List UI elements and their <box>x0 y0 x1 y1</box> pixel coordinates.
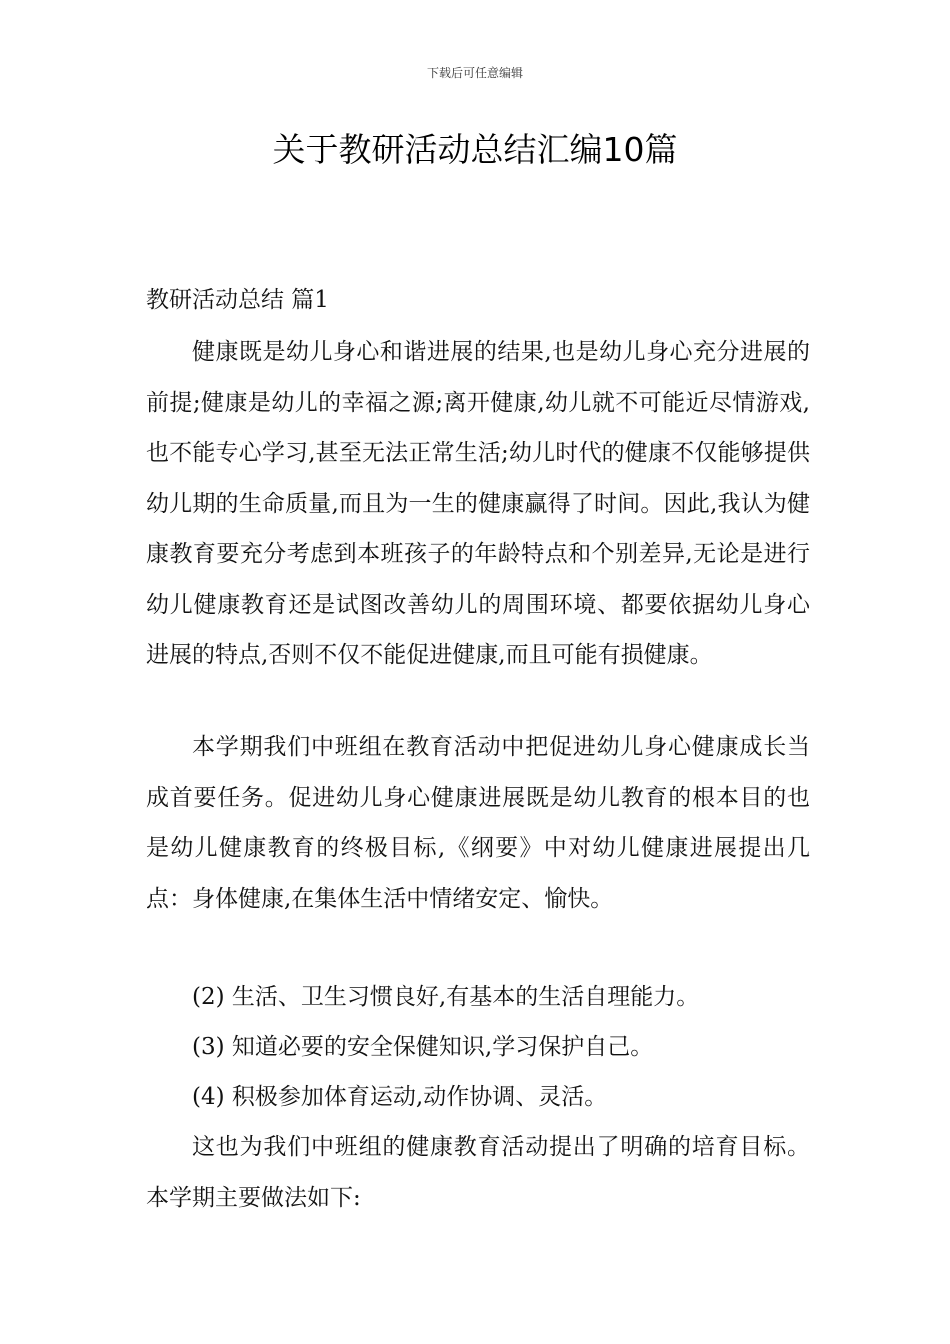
section-heading: 教研活动总结 篇1 <box>146 287 329 313</box>
list-item-3: (3) 知道必要的安全保健知识,学习保护自己。 <box>192 1034 654 1060</box>
paragraph-2: 本学期我们中班组在教育活动中把促进幼儿身心健康成长当成首要任务。促进幼儿身心健康进展既是幼儿教育的根本目的也是幼儿健康教育的终极目标,《纲要》中对幼儿健康进展提出几点：身体健康,在集体生活中情绪安定、愉快。 <box>146 734 810 912</box>
list-item-4: (4) 积极参加体育运动,动作协调、灵活。 <box>192 1084 608 1110</box>
paragraph-1: 健康既是幼儿身心和谐进展的结果,也是幼儿身心充分进展的前提;健康是幼儿的幸福之源;离开健康,幼儿就不可能近尽情游戏,也不能专心学习,甚至无法正常生活;幼儿时代的健康不仅能够提供幼儿期的生命质量,而且为一生的健康赢得了时间。因此,我认为健康教育要充分考虑到本班孩子的年龄特点和个别差异,无论是进行幼儿健康教育还是试图改善幼儿的周围环境、都要依据幼儿身心进展的特点,否则不仅不能促进健康,而且可能有损健康。 <box>146 339 810 668</box>
page-title: 关于教研活动总结汇编10篇 <box>272 130 678 169</box>
closing-paragraph: 这也为我们中班组的健康教育活动提出了明确的培育目标。本学期主要做法如下: <box>146 1134 810 1211</box>
header-note: 下载后可任意编辑 <box>426 66 523 80</box>
list-item-2: (2) 生活、卫生习惯良好,有基本的生活自理能力。 <box>192 984 700 1010</box>
